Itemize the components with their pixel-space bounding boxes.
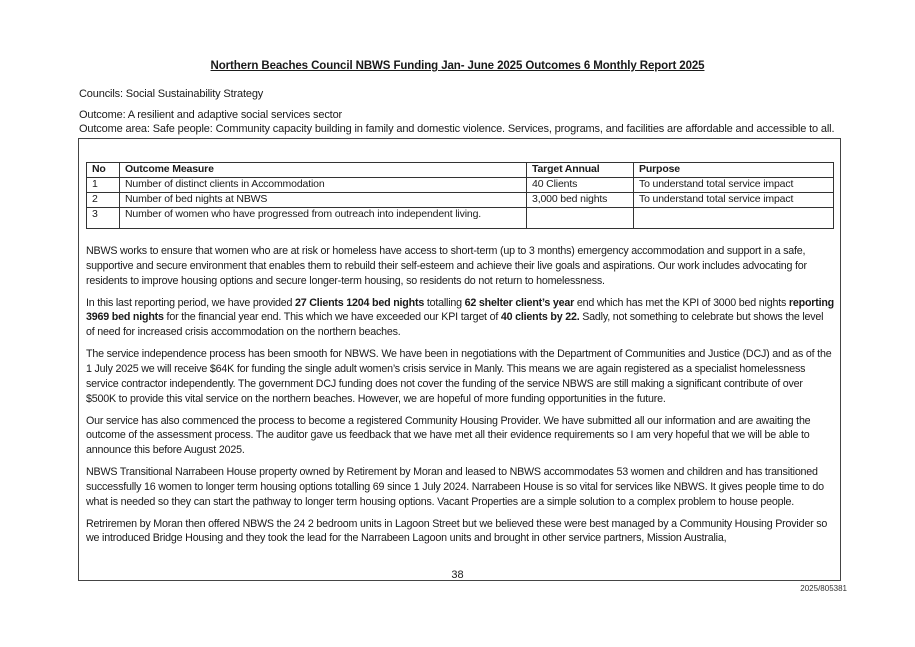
text-span: In this last reporting period, we have provided <box>86 296 296 309</box>
cell-purpose <box>634 208 834 229</box>
header-outcome-measure: Outcome Measure <box>120 163 527 178</box>
header-no: No <box>87 163 120 178</box>
report-frame <box>78 138 841 581</box>
page-number: 38 <box>451 569 464 581</box>
text-span: for the financial year end. This which we have exceeded our KPI target of <box>163 311 501 324</box>
text-span: Sadly, not something to celebrate but shows the level of need for increased crisis accommodation on the northern beaches. <box>86 311 824 339</box>
councils-line: Councils: Social Sustainability Strategy <box>79 88 264 100</box>
text-span: end which has met the KPI of 3000 bed nights <box>574 296 789 309</box>
text-span: totalling <box>424 296 465 309</box>
paragraph-lagoon-street: Retriremen by Moran then offered NBWS the 24 2 bedroom units in Lagoon Street but we believed these were best managed by a Community Housing Provider so we introduced Bridge Housing and they took the lead for the Narrabeen Lagoon units and brought in other service partners, Mission Australia, <box>86 517 828 545</box>
paragraph-reporting-period <box>86 296 834 340</box>
bold-reporting-bed-nights: reporting 3969 bed nights <box>86 296 835 324</box>
cell-no: 1 <box>87 178 120 193</box>
paragraph-narrabeen-house: NBWS Transitional Narrabeen House property owned by Retirement by Moran and leased to NBWS accommodates 53 women and children and has transitioned successfully 16 women to longer term housing options totalling 69 since 1 July 2024. Narrabeen House is so vital for services like NBWS. It gives people time to do what is needed so they can start the pathway to longer term housing options. Vacant Properties are a simple solution to a complex problem to house people. <box>86 466 824 508</box>
table-row <box>87 193 834 208</box>
header-purpose: Purpose <box>634 163 834 178</box>
outcome-line: Outcome: A resilient and adaptive social services sector <box>79 109 343 121</box>
cell-purpose: To understand total service impact <box>634 193 834 208</box>
header-target-annual: Target Annual <box>527 163 634 178</box>
cell-target: 40 Clients <box>527 178 634 193</box>
bold-clients-bed-nights: 27 Clients 1204 bed nights <box>295 296 425 309</box>
cell-no: 3 <box>87 208 120 229</box>
cell-target <box>527 208 634 229</box>
paragraph-service-independence: The service independence process has been smooth for NBWS. We have been in negotiations with the Department of Communities and Justice (DCJ) and as of the 1 July 2025 we will receive $64K for funding the single adult women’s crisis service in Manly. This means we are again registered as a specialist homelessness service contractor independently. The government DCJ funding does not cover the funding of the service NBWS are still making a significant contribute of over $500K to provide this vital service on the northern beaches. However, we are hopeful of more funding opportunities in the future. <box>86 348 832 405</box>
report-body <box>86 244 834 553</box>
bold-kpi-exceeded: 40 clients by 22. <box>500 311 580 324</box>
cell-measure: Number of bed nights at NBWS <box>120 193 527 208</box>
paragraph-service-overview: NBWS works to ensure that women who are at risk or homeless have access to short-term (up to 3 months) emergency accommodation and support in a safe, supportive and secure environment that enables them to rebuild their self-esteem and achieve their live goals and aspirations. Our work includes advocating for residents to improve housing options and secure longer-term housing, so residents do not return to homelessness. <box>86 245 807 287</box>
bold-shelter-clients: 62 shelter client’s year <box>464 296 575 309</box>
document-reference: 2025/805381 <box>800 584 847 593</box>
outcome-area-line: Outcome area: Safe people: Community capacity building in family and domestic violence. Services, programs, and facilities are affordable and accessible to all. <box>79 123 835 135</box>
report-title: Northern Beaches Council NBWS Funding Jan- June 2025 Outcomes 6 Monthly Report 2025 <box>210 60 705 72</box>
cell-target: 3,000 bed nights <box>527 193 634 208</box>
cell-measure: Number of distinct clients in Accommodation <box>120 178 527 193</box>
table-row <box>87 208 834 229</box>
cell-no: 2 <box>87 193 120 208</box>
table-row <box>87 178 834 193</box>
cell-measure: Number of women who have progressed from outreach into independent living. <box>120 208 527 229</box>
outcomes-table <box>86 162 834 229</box>
cell-purpose: To understand total service impact <box>634 178 834 193</box>
table-header-row <box>87 163 834 178</box>
paragraph-community-housing: Our service has also commenced the process to become a registered Community Housing Provider. We have submitted all our information and are awaiting the outcome of the assessment process. The auditor gave us feedback that we have met all their evidence requirements so I am very hopeful that we will be able to announce this before August 2025. <box>86 414 811 457</box>
